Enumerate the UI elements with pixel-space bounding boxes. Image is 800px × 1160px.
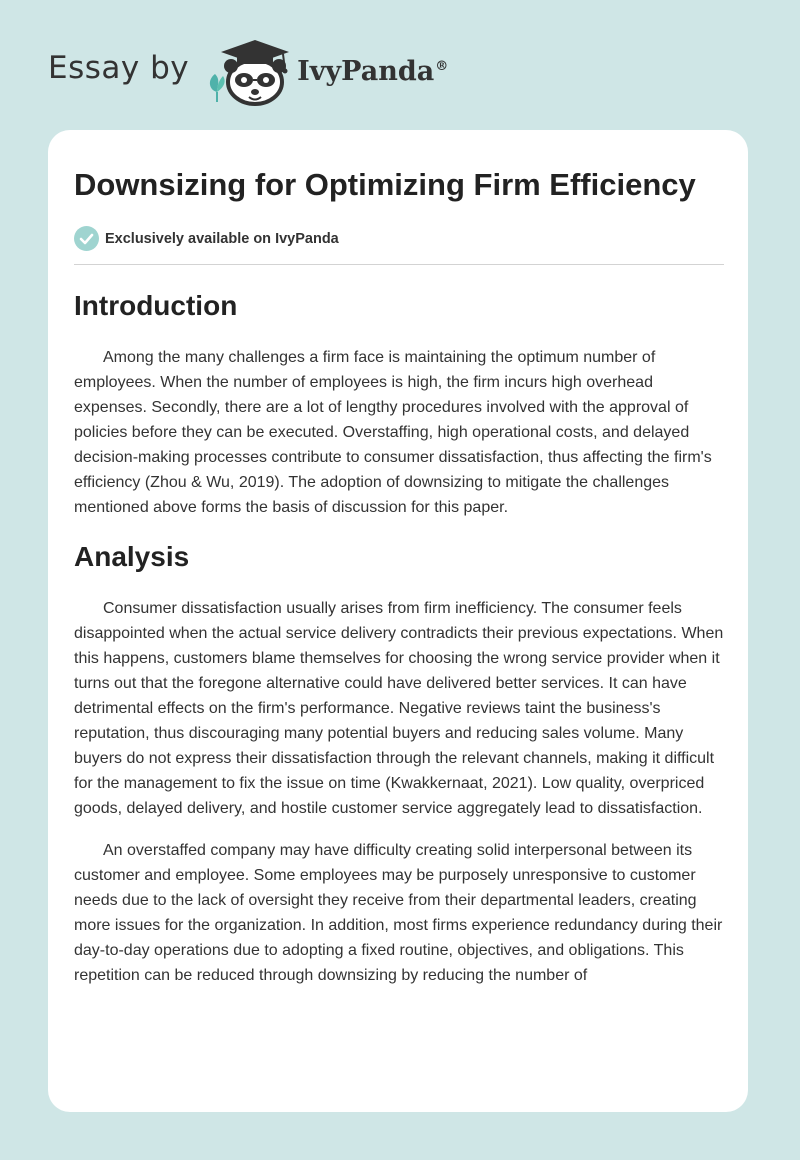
exclusive-badge-label: Exclusively available on IvyPanda (105, 230, 339, 247)
essay-title: Downsizing for Optimizing Firm Efficiency (74, 167, 696, 202)
panda-logo-icon (203, 36, 293, 108)
essay-card (48, 130, 748, 1112)
paragraph: An overstaffed company may have difficulty creating solid interpersonal between its customer and employee. Some employees may be purposely unresponsive to customer needs due to the lack of oversight they receive from their departmental leaders, creating more issues for the organization. In addition, most firms experience redundancy during their day-to-day operations due to adopting a fixed routine, objectives, and obligations. This repetition can be reduced through downsizing by reducing the number of (74, 842, 723, 984)
essay-content (74, 164, 724, 988)
paragraph: Among the many challenges a firm face is maintaining the optimum number of employees. When the number of employees is high, the firm incurs high overhead expenses. Secondly, there are a lot of lengthy procedures involved with the approval of policies before they can be executed. Overstaffing, high operational costs, and delayed decision-making processes contribute to consumer dissatisfaction, thus affecting the firm's efficiency (Zhou & Wu, 2019). The adoption of downsizing to mitigate the challenges mentioned above forms the basis of discussion for this paper. (74, 349, 712, 516)
brand-name: IvyPanda® (297, 55, 449, 87)
section-heading-analysis: Analysis (74, 541, 190, 572)
exclusive-badge (74, 226, 724, 251)
section-heading-introduction: Introduction (74, 290, 238, 321)
brand-prefix: Essay by (48, 50, 190, 86)
registered-mark: ® (435, 58, 449, 74)
title-divider (74, 264, 724, 265)
brand-header[interactable] (48, 36, 448, 108)
paragraph: Consumer dissatisfaction usually arises from firm inefficiency. The consumer feels disappointed when the actual service delivery contradicts their previous expectations. When this happens, customers blame themselves for choosing the wrong service provider when it turns out that the foregone alternative could have delivered better services. It can have detrimental effects on the firm's performance. Negative reviews taint the business's reputation, thus discouraging many potential buyers and reducing sales volume. Many buyers do not express their dissatisfaction through the relevant channels, making it difficult for the management to fix the issue on time (Kwakkernaat, 2021). Low quality, overpriced goods, delayed delivery, and hostile customer service aggregately lead to dissatisfaction. (74, 600, 724, 817)
check-circle-icon (74, 226, 99, 251)
